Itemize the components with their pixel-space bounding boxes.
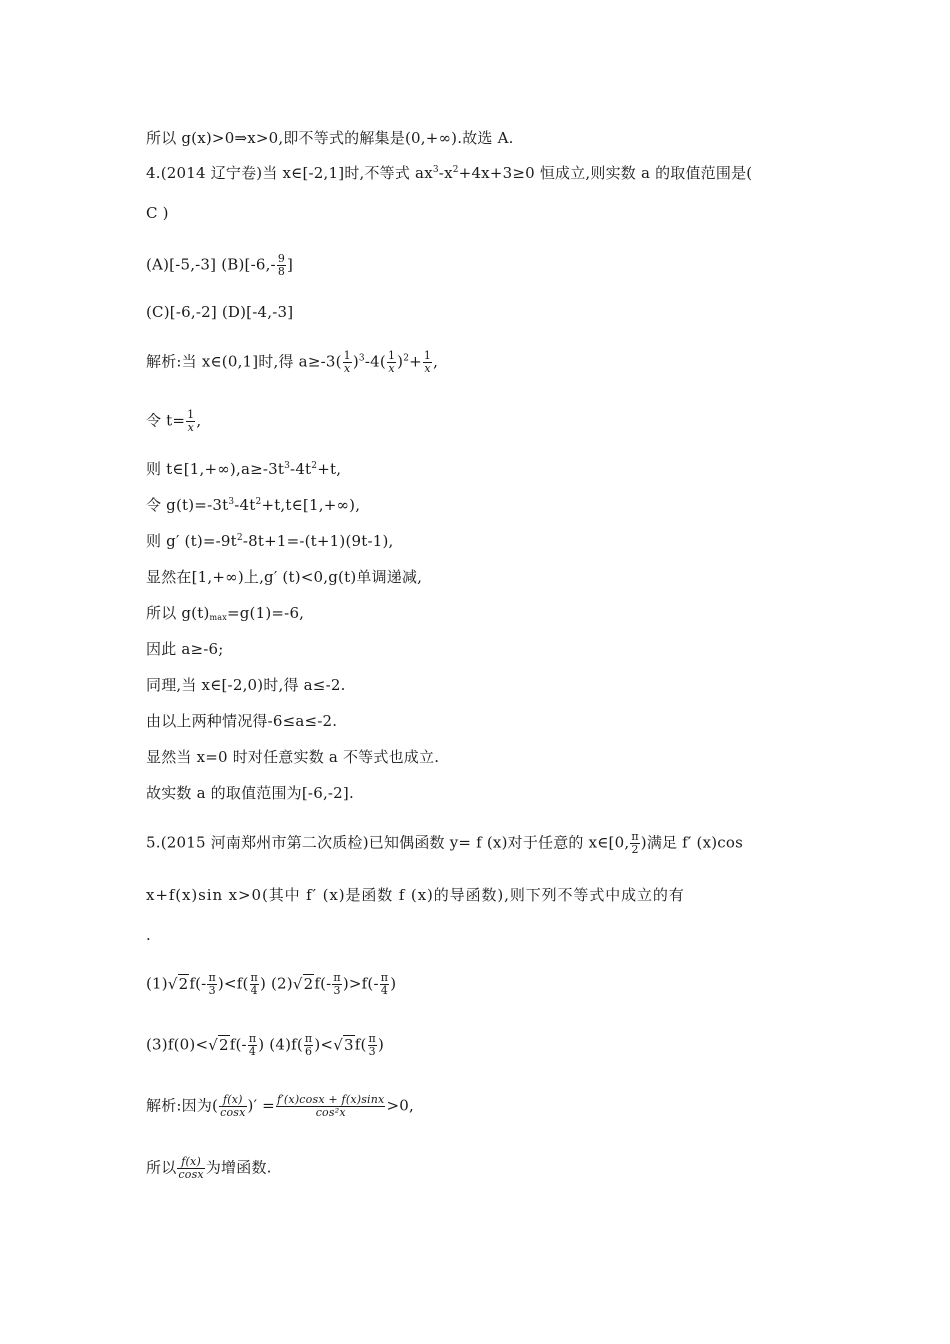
fraction-1-x: [186, 409, 195, 434]
text: (A)[-5,-3] (B)[-6,-: [146, 255, 276, 274]
numerator: π: [380, 971, 389, 984]
denominator: 3: [208, 984, 216, 997]
inequalities-3-4: [146, 1033, 384, 1058]
text: 因此 a≥-6;: [146, 640, 224, 658]
options-cd: [146, 302, 293, 322]
numerator: π: [631, 830, 639, 843]
numerator: π: [333, 971, 341, 984]
text: 4.(2014 辽宁卷)当 x∈[-2,1]时,不等式 ax: [146, 164, 433, 182]
text: (1): [146, 974, 168, 993]
derivative-g: [146, 531, 394, 551]
text: =g(1)=-6,: [226, 604, 305, 622]
fraction-1-x: [387, 350, 396, 375]
exponent: 3: [358, 353, 365, 364]
fraction-derivative-quotient: [276, 1094, 386, 1119]
exponent: 2: [255, 497, 262, 507]
text: ,: [196, 411, 202, 430]
numerator: f′(x)cosx + f(x)sinx: [276, 1093, 385, 1106]
text: f(: [354, 1035, 367, 1054]
exponent: 2: [311, 461, 318, 471]
text: +t,t∈[1,+∞),: [261, 496, 361, 514]
text: f(-: [229, 1035, 247, 1054]
text: -4(: [364, 352, 386, 371]
text: -x: [438, 164, 453, 182]
question-5-dot: [146, 925, 151, 945]
numerator: π: [368, 1032, 376, 1045]
denominator: cosx: [178, 1168, 204, 1181]
sqrt-2: √2: [292, 974, 314, 993]
text: 为增函数.: [205, 1158, 272, 1177]
denominator: cos²x: [315, 1106, 346, 1119]
text: )<: [314, 1035, 334, 1054]
text: 故实数 a 的取值范围为[-6,-2].: [146, 784, 354, 802]
denominator: 8: [277, 265, 286, 278]
denominator: x: [187, 421, 194, 434]
zero-case: [146, 747, 439, 767]
numerator: π: [208, 971, 216, 984]
text: C ): [146, 204, 169, 222]
question-5-line-2: [146, 885, 685, 905]
numerator: 9: [277, 252, 286, 265]
let-t: [146, 409, 201, 434]
denominator: x: [388, 362, 395, 375]
fraction-pi-6: [304, 1033, 313, 1058]
sqrt-2: √2: [167, 974, 189, 993]
text: 由以上两种情况得-6≤a≤-2.: [146, 712, 338, 730]
denominator: cosx: [220, 1106, 246, 1119]
fraction-1-x: [423, 350, 432, 375]
denominator: 4: [380, 984, 389, 997]
monotonic: [146, 567, 422, 587]
text: 同理,当 x∈[-2,0)时,得 a≤-2.: [146, 676, 346, 694]
text: -8t+1=-(t+1)(9t-1),: [242, 532, 394, 550]
text: +t,: [317, 460, 342, 478]
numerator: π: [248, 1032, 257, 1045]
inequalities-1-2: [146, 972, 396, 997]
fraction-pi-3: [332, 972, 341, 997]
exponent: 3: [432, 165, 439, 175]
numerator: 1: [187, 408, 195, 421]
denominator: x: [344, 362, 351, 375]
denominator: 2: [631, 843, 639, 856]
numerator: f(x): [177, 1156, 204, 1169]
text: 则 t∈[1,+∞),a≥-3t: [146, 460, 285, 478]
final-range: [146, 783, 354, 803]
numerator: 1: [423, 349, 432, 362]
text: 令 g(t)=-3t: [146, 496, 229, 514]
text: .: [146, 926, 151, 944]
denominator: 4: [248, 1045, 257, 1058]
question-5: [146, 831, 743, 856]
fraction-pi-4: [380, 972, 389, 997]
text: -4t: [234, 496, 256, 514]
text: ) (2): [259, 974, 293, 993]
then-t: [146, 459, 341, 479]
text: f(-: [189, 974, 207, 993]
fraction-1-x: [343, 350, 352, 375]
text: 5.(2015 河南郑州市第二次质检)已知偶函数 y= f (x)对于任意的 x∈[0,: [146, 833, 630, 852]
text: 显然当 x=0 时对任意实数 a 不等式也成立.: [146, 748, 440, 766]
fraction-fx-cosx: [177, 1156, 204, 1181]
fraction-pi-2: [630, 831, 639, 856]
denominator: 4: [250, 984, 258, 997]
exponent: 2: [403, 353, 410, 364]
text: -4t: [290, 460, 312, 478]
numerator: π: [304, 1032, 313, 1045]
denominator: 3: [333, 984, 341, 997]
text: ): [390, 974, 397, 993]
radicand: 2: [218, 1035, 229, 1054]
increasing-function: [146, 1156, 272, 1181]
fraction-9-8: [277, 253, 286, 278]
numerator: f(x): [219, 1094, 246, 1107]
max-value: [146, 603, 304, 623]
radicand: 2: [178, 974, 189, 993]
text: 所以 g(t): [146, 604, 210, 622]
text: 所以: [146, 1158, 177, 1177]
subscript: max: [209, 613, 227, 622]
options-ab: [146, 253, 293, 278]
text-line-conclusion: [146, 128, 514, 148]
text: )<f(: [217, 974, 249, 993]
text: x+f(x)sin x>0(其中 f′ (x)是函数 f (x)的导函数),则下列不等式中成立的有: [146, 886, 685, 904]
text: 解析:当 x∈(0,1]时,得 a≥-3(: [146, 352, 342, 371]
text: 显然在[1,+∞)上,g′ (t)<0,g(t)单调递减,: [146, 568, 423, 586]
denominator: x: [424, 362, 431, 375]
denominator: 3: [368, 1045, 376, 1058]
question-4-answer: [146, 203, 169, 223]
fraction-fx-cosx: [219, 1094, 246, 1119]
text: )>f(-: [342, 974, 379, 993]
sqrt-2: √2: [208, 1035, 229, 1054]
text: 所以 g(x)>0⇒x>0,即不等式的解集是(0,+∞).故选 A.: [146, 129, 514, 147]
fraction-pi-4: [248, 1033, 257, 1058]
fraction-pi-4: [250, 972, 259, 997]
text: ): [377, 1035, 385, 1054]
text: )满足 f′ (x)cos: [640, 833, 744, 852]
exponent: 3: [228, 497, 235, 507]
solution-line-1: [146, 350, 438, 375]
text: ): [397, 352, 404, 371]
define-g: [146, 495, 360, 515]
fraction-pi-3: [368, 1033, 377, 1058]
text: 解析:因为(: [146, 1096, 219, 1115]
exponent: 2: [236, 533, 243, 543]
sqrt-3: √3: [333, 1035, 354, 1054]
text: ): [352, 352, 359, 371]
question-4: [146, 163, 752, 183]
text: +4x+3≥0 恒成立,则实数 a 的取值范围是(: [458, 164, 753, 182]
numerator: π: [250, 971, 258, 984]
text: 则 g′ (t)=-9t: [146, 532, 237, 550]
text: ) (4)f(: [258, 1035, 303, 1054]
radicand: 3: [343, 1035, 354, 1054]
solution-5: [146, 1094, 414, 1119]
text: (3)f(0)<: [146, 1035, 209, 1054]
denominator: 6: [305, 1045, 313, 1058]
text: ]: [287, 255, 294, 274]
text: f(-: [314, 974, 332, 993]
text: 令 t=: [146, 411, 186, 430]
same-case: [146, 675, 346, 695]
text: )′ =: [247, 1096, 275, 1115]
numerator: 1: [343, 349, 351, 362]
text: +: [409, 352, 422, 371]
exponent: 3: [284, 461, 291, 471]
radicand: 2: [303, 974, 314, 993]
text: >0,: [386, 1096, 414, 1115]
fraction-pi-3: [207, 972, 216, 997]
hence: [146, 639, 224, 659]
numerator: 1: [387, 349, 396, 362]
exponent: 2: [452, 165, 459, 175]
text: ,: [433, 352, 439, 371]
text: (C)[-6,-2] (D)[-4,-3]: [146, 303, 294, 321]
both-cases: [146, 711, 337, 731]
